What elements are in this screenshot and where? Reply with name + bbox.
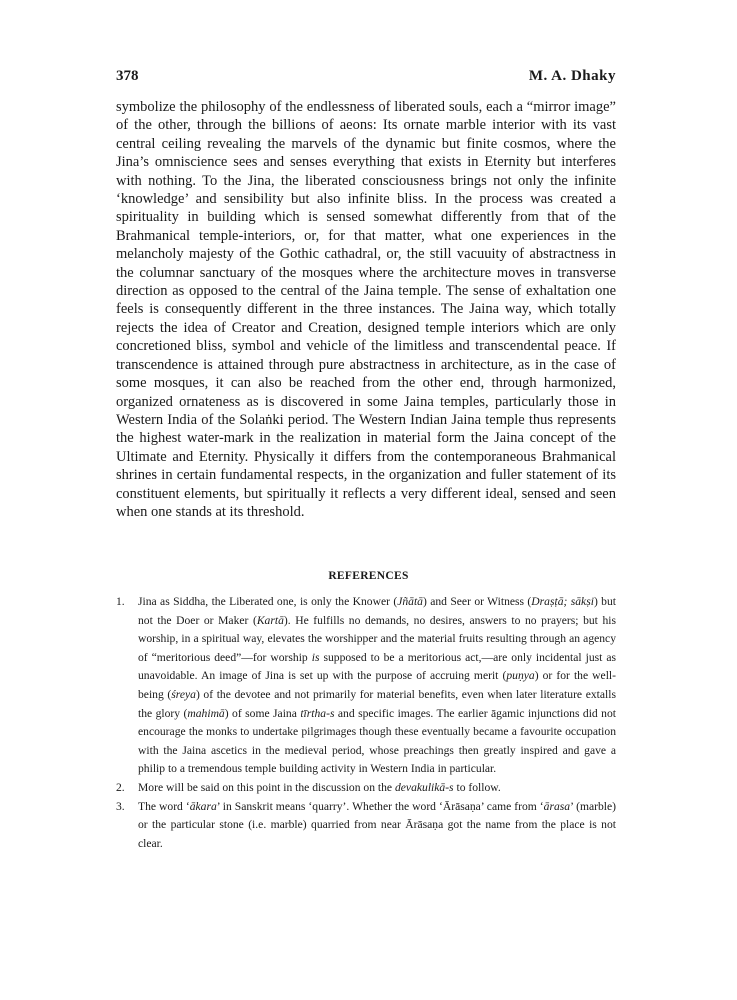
ref-italic-term: is [311, 650, 320, 664]
ref-text-run: The word ‘ [138, 799, 190, 813]
ref-text-run: ’ (marble) or the particular stone (i.e. marble) quarried from near Ārāsaṇa got the name from the place is not clear. [138, 799, 617, 850]
reference-number: 2. [116, 780, 125, 794]
references-heading: REFERENCES [328, 570, 409, 582]
reference-item [116, 798, 616, 854]
ref-italic-term: Jñātā [397, 595, 423, 608]
ref-text-run: supposed to be a meritorious act,—are only incidental just as unavoidable. An image of Jina is set up with the purpose of accruing merit ( [138, 650, 616, 683]
ref-text-run: More will be said on this point in the discussion on the [138, 780, 395, 794]
ref-text-run: ) of the devotee and not primarily for material benefits, even when later literature extalls the glory ( [138, 687, 616, 720]
reference-text [138, 800, 616, 850]
ref-italic-term: ākara [189, 799, 217, 813]
ref-text-run: ) and Seer or Witness ( [422, 595, 532, 608]
body-paragraph: symbolize the philosophy of the endlessness of liberated souls, each a “mirror image” of the other, through the billions of aeons: Its ornate marble interior with its vast central ceiling revealing the marvels of the dynamic but finite cosmos, where the Jina’s omniscience sees and senses everything that exists in Eternity but interferes with nothing. To the Jina, the liberated consciousness brings not only the infinite ‘knowledge’ and sensibility but also infinite bliss. In the process was created a spirituality in building which is sensed somewhat differently from that of the Brahmanical temple-interiors, or, for that matter, what one experiences in the melancholy majesty of the Gothic cathadral, or, the still vacuuity of abstractness in the columnar sanctuary of the mosques where the architecture moves in transverse direction as opposed to the central of the Jaina temple. The sense of exhaltation one feels is consequently different in the three instances. The Jaina way, which totally rejects the idea of Creator and Creation, designed temple interiors which are only concretioned bliss, symbol and vehicle of the limitless and transcendental peace. If transcendence is attained through pure abstractness in architecture, as in the case of some mosques, it can also be reached from the other end, through harmonized, organized ornateness as is discovered in some Jaina temples, particularly those in Western India of the Solaṅki period. The Western Indian Jaina temple thus represents the highest water-mark in the realization in material form the Jaina concept of the Ultimate and Eternity. Physically it differs from the contemporaneous Brahmanical shrines in certain fundamental respects, in the organization and fuller statement of its constituent elements, but spiritually it reflects a very different ideal, sensed and seen when one stands at its threshold. [116, 99, 616, 520]
reference-text [138, 781, 501, 794]
ref-italic-term: mahimā [187, 706, 225, 720]
ref-text-run: ’ in Sanskrit means ‘quarry’. Whether the word ‘Ārāsaṇa’ came from ‘ [216, 799, 544, 813]
references-list [116, 593, 616, 853]
reference-item [116, 779, 616, 798]
ref-italic-term: ārasa [543, 799, 571, 813]
ref-italic-term: Kartā [256, 613, 284, 627]
ref-text-run: ). He fulfills no demands, no desires, answers to no prayers; but his worship, in a spiritual way, elevates the worshipper and the material fruits resulting through an agency of “meritorious deed”—for worship [138, 613, 616, 664]
reference-number: 3. [116, 799, 125, 813]
page-number: 378 [116, 68, 139, 84]
ref-text-run: ) but not the Doer or Maker ( [138, 595, 616, 627]
reference-text [138, 595, 616, 775]
ref-text-run: ) or for the well-being ( [138, 669, 616, 701]
reference-number: 1. [116, 595, 125, 608]
ref-text-run: ) of some Jaina [224, 706, 301, 720]
ref-text-run: and specific images. The earlier āgamic injunctions did not encourage the monks to undertake pilgrimages though these eventually became a favourite occupation with the Jaina ascetics in the medieval period, whose preachings then greatly inspired and gave a philip to a tremendous temple building activity in Western India in particular. [138, 706, 616, 776]
ref-text-run: Jina as Siddha, the Liberated one, is only the Knower ( [138, 595, 398, 608]
ref-italic-term: puṇya [506, 669, 535, 683]
ref-text-run: to follow. [453, 780, 501, 794]
reference-item [116, 593, 616, 779]
ref-italic-term: Draṣṭā; sākṣi [531, 595, 594, 608]
author-name: M. A. Dhaky [528, 68, 616, 84]
ref-italic-term: śreya [171, 687, 196, 701]
ref-italic-term: devakulikā-s [394, 780, 454, 794]
ref-italic-term: tīrtha-s [300, 706, 335, 720]
